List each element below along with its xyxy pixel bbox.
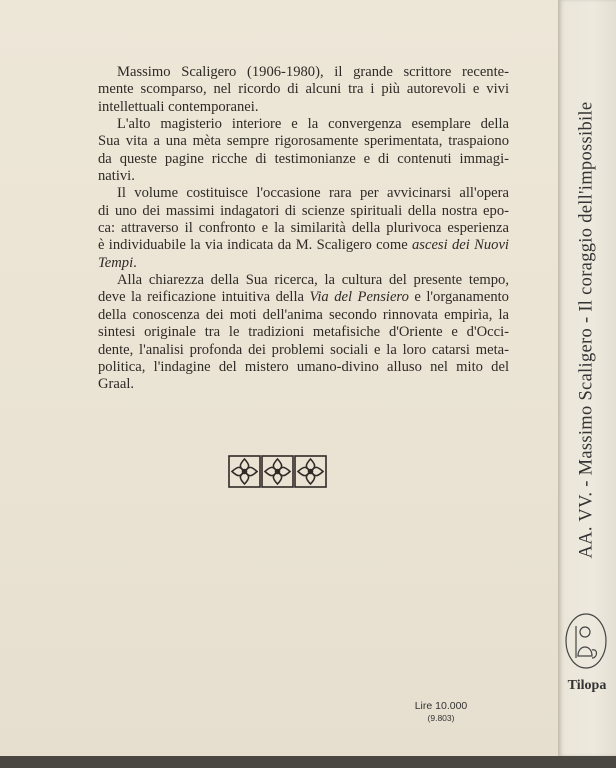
italic-title: ascesi dei Nuovi bbox=[412, 237, 509, 254]
price-net: (9.803) bbox=[427, 713, 455, 723]
text-segment: e l'organamento bbox=[408, 289, 509, 306]
price-label bbox=[412, 700, 470, 723]
blurb-text bbox=[98, 64, 509, 394]
blurb-line: ca: attraverso il confronto e la similarità della plurivoca esperienza bbox=[98, 220, 509, 237]
blurb-line: nativi. bbox=[98, 168, 135, 185]
blurb-line: L'alto magisterio interiore e la convergenza esemplare della bbox=[117, 116, 509, 133]
blurb-line: Massimo Scaligero (1906-1980), il grande scrittore recente- bbox=[117, 64, 509, 80]
blurb-line: dente, l'analisi profonda dei problemi sociali e la loro catarsi meta- bbox=[98, 341, 509, 358]
blurb-line: Il volume costituisce l'occasione rara per avvicinarsi all'opera bbox=[117, 185, 509, 202]
blurb-line: mente scomparso, nel ricordo di alcuni tra i più autorevoli e vivi bbox=[98, 81, 509, 98]
blurb-line bbox=[98, 237, 509, 254]
blurb-line: politica, l'indagine del mistero umano-divino alluso nel mito del bbox=[98, 358, 509, 375]
floral-ornament-icon bbox=[228, 455, 327, 488]
blurb-line: della conoscenza dei moti dell'anima secondo rinnovata empirìa, la bbox=[98, 306, 509, 323]
price: Lire 10.000 bbox=[414, 700, 468, 712]
text-segment: è individuabile la via indicata da M. Scaligero come bbox=[98, 237, 412, 254]
italic-title: Tempi bbox=[98, 254, 134, 271]
blurb-line: di uno dei massimi indagatori di scienze spirituali della nostra epo- bbox=[98, 202, 509, 219]
blurb-line bbox=[98, 289, 509, 306]
publisher-emblem-icon bbox=[564, 612, 608, 670]
publisher-name: Tilopa bbox=[567, 678, 607, 693]
blurb-line: Graal. bbox=[98, 376, 135, 393]
blurb-line bbox=[98, 255, 509, 272]
italic-title: Via del Pensiero bbox=[309, 289, 409, 306]
text-segment: . bbox=[133, 254, 137, 271]
blurb-line: da queste pagine ricche di testimonianze e di contenuti immagi- bbox=[98, 150, 509, 167]
blurb-line: Sua vita a una mèta sempre rigorosamente sperimentata, traspaiono bbox=[98, 133, 509, 150]
blurb-line: sintesi originale tra le tradizioni metafisiche d'Oriente e d'Occi- bbox=[98, 324, 509, 341]
blurb-line: intellettuali contemporanei. bbox=[98, 98, 259, 115]
text-segment: deve la reificazione intuitiva della bbox=[98, 289, 310, 306]
blurb-line: Alla chiarezza della Sua ricerca, la cultura del presente tempo, bbox=[117, 272, 509, 289]
spine-title: AA. VV. - Massimo Scaligero - Il coraggio dell'impossibile bbox=[576, 101, 597, 559]
